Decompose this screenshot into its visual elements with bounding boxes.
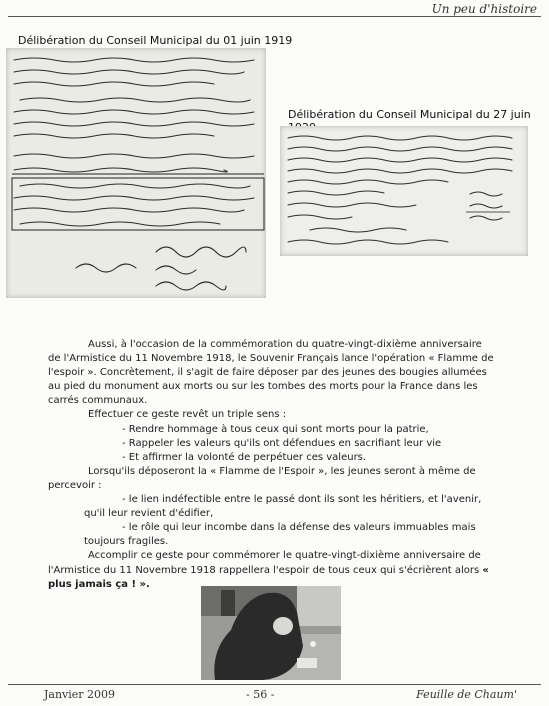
header-rule xyxy=(8,16,541,17)
header-title: Un peu d'histoire xyxy=(431,2,537,16)
list-item: - Rendre hommage à tous ceux qui sont morts pour la patrie, xyxy=(122,423,429,435)
paragraph-triple-sens: Effectuer ce geste revêt un triple sens : xyxy=(88,409,287,421)
photo-child-lighting-candle xyxy=(201,586,341,680)
list-item: - le rôle qui leur incombe dans la défense des valeurs immuables mais toujours fragiles. xyxy=(84,522,476,548)
list-item: - le lien indéfectible entre le passé dont ils sont les héritiers, et l'avenir, qu'il leur revient d'édifier, xyxy=(84,494,482,520)
conclusion-text: Accomplir ce geste pour commémorer le quatre-vingt-dixième anniversaire de l'Armistice du 11 Novembre 1918 rappellera l'espoir de tous ceux qui s'écrièrent alors xyxy=(48,550,481,576)
paragraph-percevoir: Lorsqu'ils déposeront la « Flamme de l'Espoir », les jeunes seront à même de percevoir : xyxy=(48,465,476,491)
caption-deliberation-1919: Délibération du Conseil Municipal du 01 juin 1919 xyxy=(18,34,293,47)
footer-publication: Feuille de Chaum' xyxy=(416,688,517,701)
paragraph-flamme-espoir: Aussi, à l'occasion de la commémoration du quatre-vingt-dixième anniversaire de l'Armistice du 11 Novembre 1918, le Souvenir Français lance l'opération « Flamme de l'espoir ». Concrètement, il s'agit de faire déposer par des jeunes des bougies allumées au pied du monument aux morts ou sur les tombes des morts pour la France dans les carrés communaux. xyxy=(48,339,494,407)
footer-rule xyxy=(8,684,541,685)
handwritten-deliberation-1920-image xyxy=(280,126,528,256)
footer-date: Janvier 2009 xyxy=(44,688,116,701)
article-body xyxy=(48,338,496,592)
list-item: - Et affirmer la volonté de perpétuer ces valeurs. xyxy=(122,451,367,463)
caption-deliberation-1920: Délibération du Conseil Municipal du 27 juin xyxy=(288,108,531,121)
page-number: - 56 - xyxy=(246,688,275,701)
conclusion-quote: « plus jamais ça ! ». xyxy=(48,564,489,590)
list-item: - Rappeler les valeurs qu'ils ont défendues en sacrifiant leur vie xyxy=(122,437,442,449)
handwritten-deliberation-1919-image xyxy=(6,48,266,298)
